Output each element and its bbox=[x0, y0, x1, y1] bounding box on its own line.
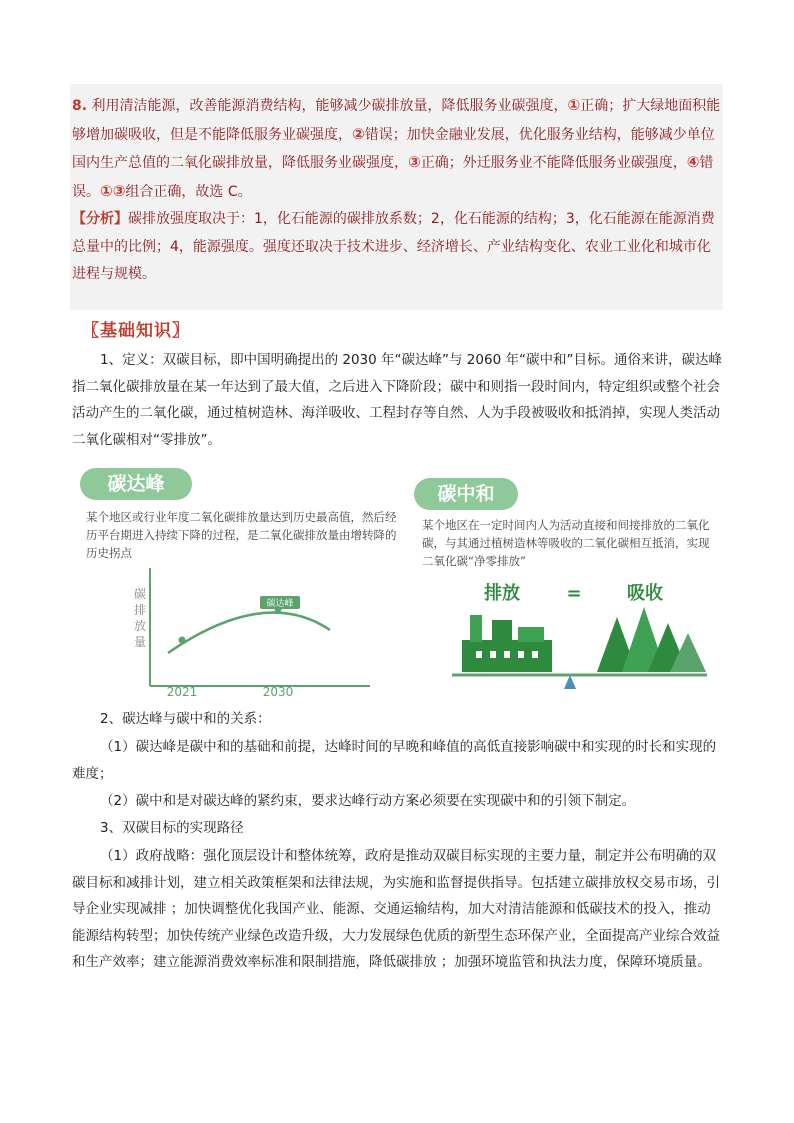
answer-text-part: 错误。 bbox=[72, 155, 714, 200]
answer-text-part: 利用清洁能源，改善能源消费结构，能够减少碳排放量，降低服务业碳强度， bbox=[91, 98, 568, 114]
answer-text-part: 正确；扩大绿地面积能够增加碳吸收，但是不能降低服务业碳强度， bbox=[72, 98, 721, 143]
relation-title: 2、碳达峰与碳中和的关系： bbox=[100, 711, 271, 727]
neutral-description: 某个地区在一定时间内人为活动直接和间接排放的二氧化碳，与其通过植树造林等吸收的二氧化碳相互抵消，实现二氧化碳“净零排放” bbox=[422, 518, 710, 568]
y-axis-label-4: 量 bbox=[134, 635, 147, 649]
y-axis-label-1: 碳 bbox=[134, 587, 147, 601]
emission-absorption-illustration bbox=[452, 575, 712, 700]
absorb-label: 吸收 bbox=[627, 583, 663, 604]
answer-text-part: 正确；外迁服务业不能降低服务业碳强度， bbox=[420, 155, 687, 171]
x-tick-2021: 2021 bbox=[166, 685, 198, 698]
neutral-title-pill: 碳中和 bbox=[414, 478, 518, 510]
circled-1: ① bbox=[567, 96, 581, 114]
factory-icon bbox=[462, 615, 552, 672]
peak-title-pill: 碳达峰 bbox=[80, 468, 192, 500]
path-title: 3、双碳目标的实现路径 bbox=[100, 820, 244, 836]
point-2021 bbox=[179, 637, 186, 644]
peak-trend-chart bbox=[120, 548, 420, 698]
analysis-tag: 【分析】 bbox=[72, 211, 128, 227]
peak-label: 碳达峰 bbox=[266, 599, 294, 609]
circled-2: ② bbox=[352, 124, 365, 143]
emit-label: 排放 bbox=[484, 583, 520, 604]
path-point-1: （1）政府战略：强化顶层设计和整体统筹，政府是推动双碳目标实现的主要力量，制定并公布明确的双碳目标和减排计划，建立相关政策框架和法律法规，为实施和监督提供指导。包括建立碳排放权交易市场，引导企业实现减排 ；加快调整优化我国产业、能源、交通运输结构，加大对清洁能源和低碳技术的投入，推动能源结构转型；加快传统产业绿色改造升级，大力发展绿色优质的新型生态环保产业，全面提高产业综合效益和生产效率；建立能源消费效率标准和限制措施，降低碳排放 ；加强环境监管和执法力度，保障环境质量。 bbox=[72, 848, 720, 970]
circled-4: ④ bbox=[686, 153, 700, 171]
definition-paragraph: 1、定义：双碳目标，即中国明确提出的 2030 年“碳达峰”与 2060 年“碳中和”目标。通俗来讲，碳达峰指二氧化碳排放量在某一年达到了最大值，之后进入下降阶段；碳中和则指一段时间内，特定组织或整个社会活动产生的二氧化碳，通过植树造林、海洋吸收、工程封存等自然、人为手段被吸收和抵消掉，实现人类活动二氧化碳相对“零排放”。 bbox=[72, 352, 722, 448]
y-axis-label-2: 排 bbox=[134, 603, 147, 617]
equals-sign: = bbox=[566, 583, 582, 604]
carbon-figure bbox=[72, 462, 722, 700]
answer-text-part: 组合正确，故选 C。 bbox=[125, 183, 252, 200]
x-tick-2030: 2030 bbox=[262, 685, 294, 698]
section-title: 〖基础知识〗 bbox=[82, 321, 190, 341]
analysis-text: 碳排放强度取决于：1，化石能源的碳排放系数；2，化石能源的结构；3，化石能源在能源消费总量中的比例；4，能源强度。强度还取决于技术进步、经济增长、产业结构变化、农业工业化和城市化进程与规模。 bbox=[72, 211, 715, 282]
answer-explanation bbox=[72, 92, 722, 289]
answer-text-part: 错误；加快金融业发展，优化服务业结构，能够减少单位国内生产总值的二氧化碳排放量，降低服务业碳强度， bbox=[72, 126, 715, 171]
relation-point-1: （1）碳达峰是碳中和的基础和前提，达峰时间的早晚和峰值的高低直接影响碳中和实现的时长和实现的难度； bbox=[72, 739, 717, 782]
peak-description: 某个地区或行业年度二氧化碳排放量达到历史最高值，然后经历平台期进入持续下降的过程，是二氧化碳排放量由增转降的历史拐点 bbox=[86, 510, 397, 560]
circled-13: ①③ bbox=[100, 181, 126, 200]
trees-icon bbox=[597, 607, 706, 672]
circled-3: ③ bbox=[408, 153, 421, 171]
y-axis-label-3: 放 bbox=[134, 619, 147, 633]
question-number: 8. bbox=[72, 98, 88, 114]
balance-pivot bbox=[564, 675, 576, 689]
emission-curve bbox=[168, 613, 330, 653]
relation-point-2: （2）碳中和是对碳达峰的紧约束，要求达峰行动方案必须要在实现碳中和的引领下制定。 bbox=[100, 793, 636, 809]
